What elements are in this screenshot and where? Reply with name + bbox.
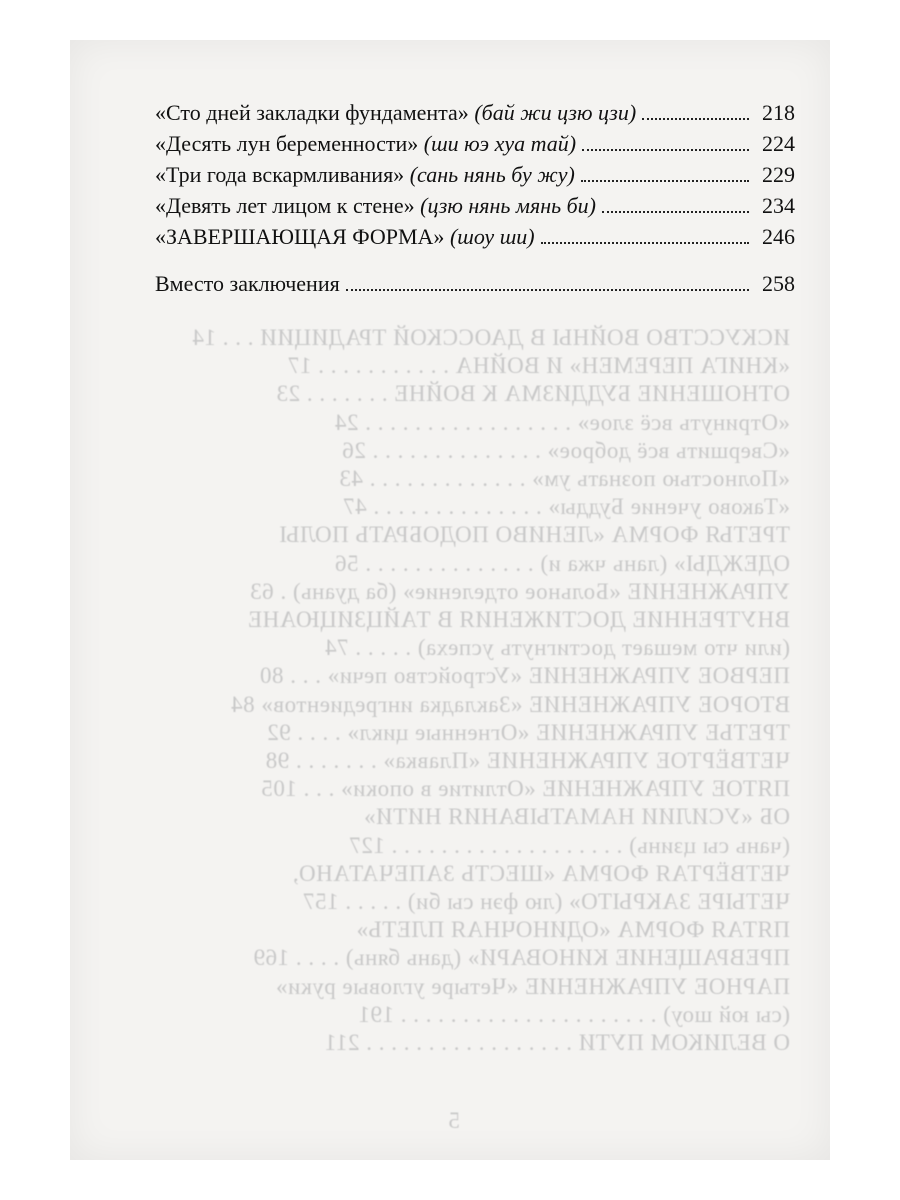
toc-entry-subtitle: (шоу ши) [449, 224, 535, 249]
toc-conclusion-page: 258 [762, 271, 795, 296]
bleed-through-line: 5 [448, 1108, 460, 1133]
toc-entry-subtitle: (ши юэ хуа тай) [423, 131, 577, 156]
toc-entry-title: «Десять лун беременности» [155, 131, 419, 156]
leader-dots [602, 211, 749, 213]
bleed-through-line: ВНУТРЕННИЕ ДОСТИЖЕНИЯ В ТАЙЦЗИЦЮАНЕ [247, 607, 790, 632]
bleed-through-line: ВТОРОЕ УПРАЖНЕНИЕ «Закладка ингредиентов» 84 [230, 691, 790, 717]
toc-entry [155, 162, 795, 193]
leader-dots [642, 118, 749, 120]
toc-entry-page: 234 [762, 193, 795, 218]
toc-entry-subtitle: (цзю нянь мянь би) [420, 193, 597, 218]
bleed-through-line: ПРЕВРАЩЕНИЕ КИНОВАРИ» (дань бянь) . . . . 169 [253, 945, 790, 971]
bleed-through-line: ПЕРВОЕ УПРАЖНЕНИЕ «Устройство печи» . . . 80 [259, 663, 790, 689]
bleed-through-line: ЧЕТЫРЕ ЗАКРЫТО» (лю фэн сы би) . . . . . 157 [302, 889, 790, 914]
bleed-through-line: «Таково учение Будды» . . . . . . . . . . . . . . 47 [342, 494, 790, 520]
bleed-through-line: ТРЕТЬЕ УПРАЖНЕНИЕ «Огненные цикл» . . . . 92 [266, 719, 790, 745]
bleed-through-line: ПЯТАЯ ФОРМА «ОДИНОЧНАЯ ПЛЕТЬ» [356, 917, 790, 943]
book-page [70, 40, 830, 1160]
toc-entry-title: «ЗАВЕРШАЮЩАЯ ФОРМА» [155, 224, 445, 249]
bleed-through-line: ЧЕТВЁРТАЯ ФОРМА «ШЕСТЬ ЗАПЕЧАТАНО, [292, 860, 790, 886]
bleed-through-line: ОТНОШЕНИЕ БУДДИЗМА К ВОЙНЕ . . . . . . . 23 [276, 381, 790, 407]
bleed-through-line: (чань сы цзинь) . . . . . . . . . . . . . . . . . . . 127 [348, 832, 790, 858]
bleed-through-line: (сы юй шоу) . . . . . . . . . . . . . . . . . . . . . 191 [357, 1001, 790, 1027]
toc-entry [155, 193, 795, 224]
toc-entry-subtitle: (бай жи цзю цзи) [474, 100, 637, 125]
bleed-through-line: «Свершить всё доброе» . . . . . . . . . . . . . . 26 [341, 437, 790, 463]
leader-dots [346, 289, 749, 291]
toc-entry-page: 229 [762, 162, 795, 187]
bleed-through-line: «Полностью познать ум» . . . . . . . . . . . . . 43 [339, 466, 790, 491]
bleed-through-line: ПЯТОЕ УПРАЖНЕНИЕ «Отлитие в опоки» . . . 105 [260, 776, 790, 802]
toc-entry [155, 224, 795, 255]
bleed-through-line: ЧЕТВЁРТОЕ УПРАЖНЕНИЕ «Плавка» . . . . . . . 98 [265, 748, 790, 773]
leader-dots [541, 242, 749, 244]
bleed-through-line: ПАРНОЕ УПРАЖНЕНИЕ «Четыре угловые руки» [275, 973, 790, 999]
bleed-through-line: (или что мешает достигнуть успеха) . . . . . 74 [324, 635, 790, 661]
toc-conclusion-title: Вместо заключения [155, 271, 340, 296]
toc-entry-page: 224 [762, 131, 795, 156]
bleed-through-line: «Отринуть всё злое» . . . . . . . . . . . . . . . . . 24 [334, 409, 790, 435]
toc-entry [155, 131, 795, 162]
bleed-through-line: УПРАЖНЕНИЕ «Больное отделение» (ба дуань) . 63 [249, 578, 790, 604]
bleed-through-line: ОДЕЖДЫ» (лань чжа и) . . . . . . . . . . . . . . 56 [334, 550, 790, 576]
bleed-through-line: О ВЕЛИКОМ ПУТИ . . . . . . . . . . . . . . . . . 211 [324, 1030, 790, 1055]
toc-entry-title: «Девять лет лицом к стене» [155, 193, 415, 218]
leader-dots [582, 149, 749, 151]
leader-dots [581, 180, 749, 182]
bleed-through-line: ИСКУССТВО ВОЙНЫ В ДАОССКОЙ ТРАДИЦИИ . . . 14 [192, 325, 790, 350]
toc-entry-page: 246 [762, 224, 795, 249]
toc-entry-subtitle: (сань нянь бу жу) [409, 162, 575, 187]
bleed-through-line: ОБ «УСИЛИИ НАМАТЫВАНИЯ НИТИ» [363, 804, 790, 830]
toc-entry-page: 218 [762, 100, 795, 125]
toc-entry-title: «Три года вскармливания» [155, 162, 405, 187]
bleed-through-line: «КНИГА ПЕРЕМЕН» И ВОЙНА . . . . . . . . . . . 17 [287, 353, 790, 379]
toc-entry-title: «Сто дней закладки фундамента» [155, 100, 469, 125]
toc-conclusion-entry [155, 271, 795, 302]
toc-entry [155, 100, 795, 131]
table-of-contents [155, 100, 795, 302]
bleed-through-line: ТРЕТЬЯ ФОРМА «ЛЕНИВО ПОДОБРАТЬ ПОЛЫ [278, 522, 790, 548]
